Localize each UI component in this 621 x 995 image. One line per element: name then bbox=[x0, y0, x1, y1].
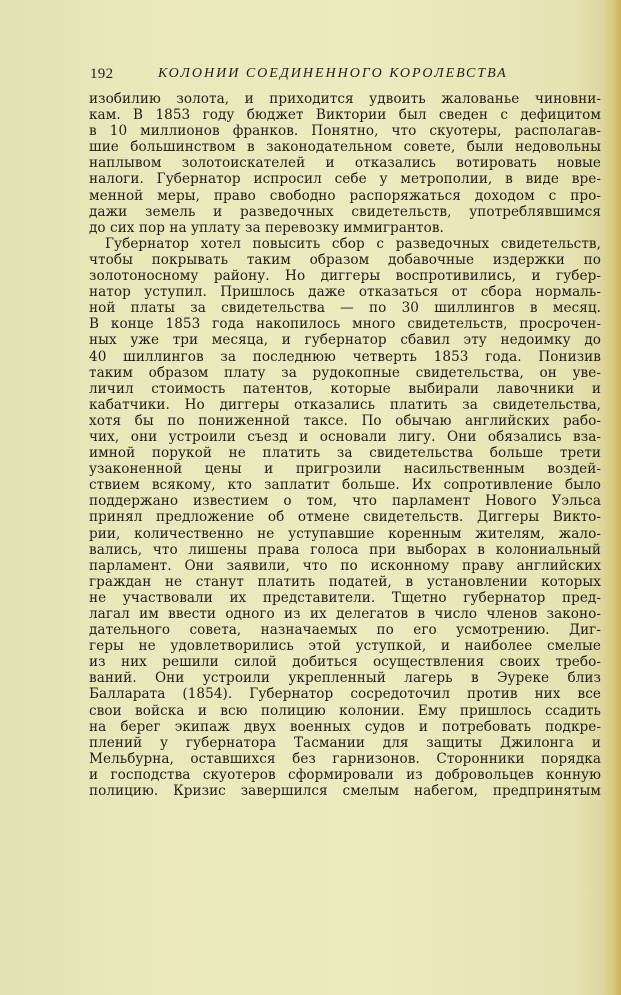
text-line: из них решили силой добиться осуществления своих требо- bbox=[89, 654, 601, 671]
text-line: таким образом плату за рудокопные свидетельства, он уве- bbox=[89, 364, 601, 381]
text-line: поддержано известием о том, что парламент Нового Уэльса bbox=[89, 493, 601, 510]
text-line: дательного совета, назначаемых по его усмотрению. Диг- bbox=[89, 622, 601, 639]
text-line: на берег экипаж двух военных судов и потребовать подкре- bbox=[89, 718, 601, 735]
text-line: до сих пор на уплату за перевозку иммигрантов. bbox=[89, 219, 444, 236]
text-line: наплывом золотоискателей и отказались вотировать новые bbox=[89, 155, 601, 172]
text-line: Мельбурна, оставшихся без гарнизонов. Сторонники порядка bbox=[89, 750, 601, 767]
text-line: плений у губернатора Тасмании для защиты Джилонга и bbox=[89, 734, 601, 751]
text-line: имной порукой не платить за свидетельства больше трети bbox=[89, 445, 601, 462]
text-line: кабатчики. Но диггеры отказались платить за свидетельства, bbox=[89, 396, 601, 413]
text-line: не участвовали их представители. Тщетно губернатор пред- bbox=[89, 589, 601, 606]
text-line: граждан не станут платить податей, в установлении которых bbox=[89, 573, 601, 590]
text-line: парламент. Они заявили, что по исконному праву английских bbox=[89, 557, 601, 574]
running-title: КОЛОНИИ СОЕДИНЕННОГО КОРОЛЕВСТВА bbox=[158, 66, 508, 81]
text-line: В конце 1853 года накопилось много свидетельств, просрочен- bbox=[89, 316, 601, 333]
text-line: ваний. Они устроили укрепленный лагерь в Эуреке близ bbox=[89, 670, 601, 687]
page-header bbox=[90, 66, 600, 90]
text-line: 40 шиллингов за последнюю четверть 1853 года. Понизив bbox=[89, 348, 601, 365]
text-line: ствием всякому, кто заплатит больше. Их сопротивление было bbox=[89, 477, 601, 494]
page-edge-shadow bbox=[603, 0, 621, 995]
text-line: принял предложение об отмене свидетельств. Диггеры Викто- bbox=[89, 509, 601, 526]
page-number: 192 bbox=[90, 66, 114, 82]
text-line: ной платы за свидетельства — по 30 шиллингов в месяц. bbox=[89, 300, 601, 317]
text-line: Балларата (1854). Губернатор сосредоточил против них все bbox=[89, 686, 601, 703]
text-line: налоги. Губернатор испросил себе у метрополии, в виде вре- bbox=[89, 171, 601, 188]
text-line: узаконенной цены и пригрозили насильственным воздей- bbox=[89, 461, 601, 478]
text-line: натор уступил. Пришлось даже отказаться от сбора нормаль- bbox=[89, 284, 601, 301]
text-line: кам. В 1853 году бюджет Виктории был сведен с дефицитом bbox=[89, 107, 601, 124]
text-line: лагал им ввести одного из их делегатов в число членов законо- bbox=[89, 606, 601, 622]
text-line: свои войска и всю полицию колонии. Ему пришлось ссадить bbox=[89, 702, 601, 719]
text-line: хотя бы по пониженной таксе. По обычаю английских рабо- bbox=[89, 412, 601, 429]
text-line: менной меры, право свободно распоряжаться доходом с про- bbox=[89, 187, 601, 204]
body-text bbox=[89, 91, 601, 799]
text-line: в 10 миллионов франков. Понятно, что скуотеры, располагав- bbox=[89, 123, 601, 140]
text-line: ных уже три месяца, и губернатор сбавил эту недоимку до bbox=[89, 332, 601, 349]
paragraph-start-line: Губернатор хотел повысить сбор с разведочных свидетельств, bbox=[105, 235, 601, 252]
text-line: дажи земель и разведочных свидетельств, употреблявшимся bbox=[89, 203, 601, 220]
text-line: шие большинством в законодательном совете, были недовольны bbox=[89, 139, 601, 156]
text-line: вались, что лишены права голоса при выборах в колониальный bbox=[89, 541, 601, 558]
text-line: личил стоимость патентов, которые выбирали лавочники и bbox=[89, 380, 601, 397]
text-line: рии, количественно не уступавшие коренным жителям, жало- bbox=[89, 525, 601, 542]
text-line: и господства скуотеров сформировали из добровольцев конную bbox=[89, 766, 601, 783]
text-line: геры не удовлетворились этой уступкой, и наиболее смелые bbox=[89, 638, 601, 655]
text-line: изобилию золота, и приходится удвоить жалованье чиновни- bbox=[89, 91, 601, 107]
text-line: полицию. Кризис завершился смелым набегом, предпринятым bbox=[89, 783, 601, 800]
text-line: чих, они устроили съезд и основали лигу. Они обязались вза- bbox=[89, 428, 601, 445]
text-line: чтобы покрывать таким образом добавочные издержки по bbox=[89, 251, 601, 268]
text-line: золотоносному району. Но диггеры воспротивились, и губер- bbox=[89, 268, 601, 285]
